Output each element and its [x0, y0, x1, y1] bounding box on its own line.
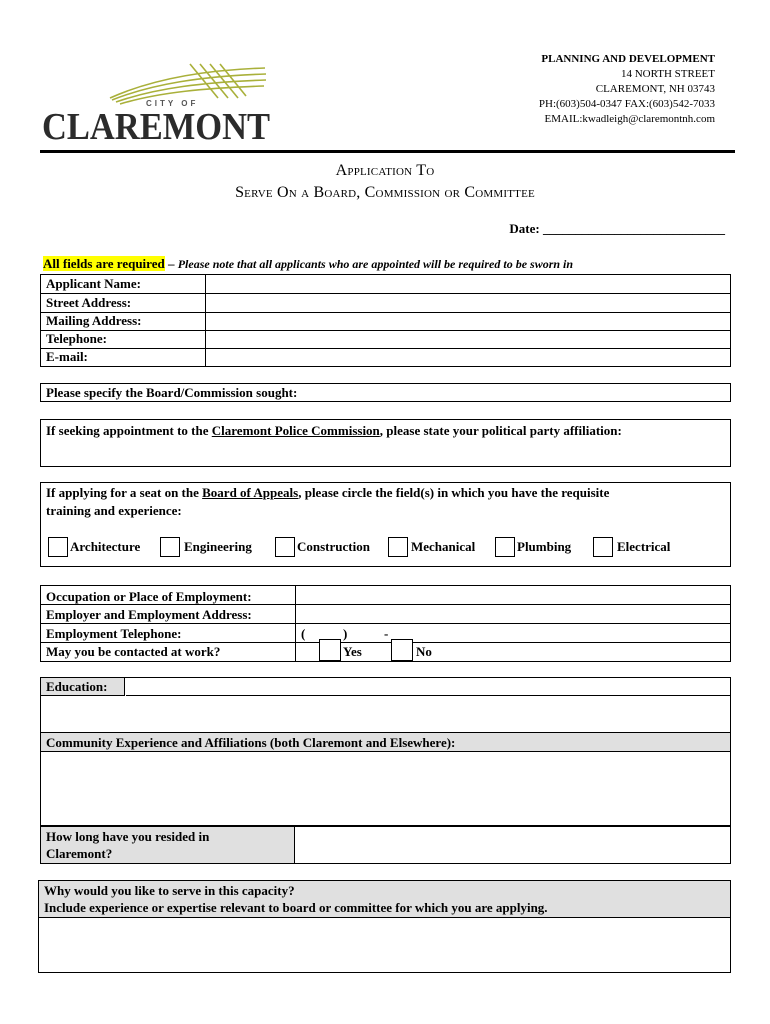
plumbing-option: Plumbing [517, 539, 572, 554]
mechanical-checkbox[interactable] [388, 537, 408, 557]
engineering-option: Engineering [184, 539, 252, 554]
date-field[interactable]: Date: ____________________________ [509, 221, 725, 236]
contact-yes-label: Yes [343, 644, 362, 659]
notice-dash: – [164, 256, 178, 271]
contact-email: EMAIL:kwadleigh@claremontnh.com [544, 113, 715, 125]
residence-section [40, 826, 731, 864]
plumbing-checkbox[interactable] [495, 537, 515, 557]
street-address: 14 NORTH STREET [620, 68, 715, 80]
employer-address-label: Employer and Employment Address: [46, 607, 252, 622]
board-sought-field[interactable] [40, 383, 731, 402]
construction-option: Construction [297, 539, 370, 554]
education-input[interactable] [126, 678, 730, 696]
board-sought-label: Please specify the Board/Commission sought: [46, 385, 298, 400]
residence-label-line1: How long have you resided in [46, 829, 210, 844]
why-serve-section [38, 880, 731, 973]
appeals-question: If applying for a seat on the Board of Appeals, please circle the field(s) in which you have the requisite [46, 485, 610, 500]
contact-no-label: No [416, 644, 432, 659]
education-label: Education: [46, 679, 108, 694]
logo-swoosh-graphic [40, 62, 272, 144]
contact-yes-checkbox[interactable] [319, 639, 341, 661]
electrical-checkbox[interactable] [593, 537, 613, 557]
community-input[interactable] [41, 753, 730, 825]
dept-name: PLANNING AND DEVELOPMENT [541, 53, 715, 65]
architecture-option: Architecture [70, 539, 141, 554]
engineering-checkbox[interactable] [160, 537, 180, 557]
logo-small-text: CITY OF [146, 99, 199, 108]
applicant-info-table [40, 274, 731, 367]
telephone-input[interactable] [206, 331, 730, 348]
police-commission-field[interactable] [40, 419, 731, 467]
employer-address-input[interactable] [296, 605, 730, 623]
phone-close-paren: ) [343, 626, 348, 641]
email-input[interactable] [206, 349, 730, 367]
email-label: E-mail: [46, 349, 88, 364]
mailing-address-input[interactable] [206, 313, 730, 330]
police-commission-label: If seeking appointment to the Claremont Police Commission, please state your political party affiliation: [46, 423, 622, 438]
occupation-label: Occupation or Place of Employment: [46, 589, 252, 604]
applicant-name-input[interactable] [206, 275, 730, 293]
city-logo [40, 62, 272, 144]
why-serve-label-line1: Why would you like to serve in this capacity? [44, 883, 295, 898]
phone-open-paren: ( [301, 626, 306, 641]
residence-input[interactable] [296, 827, 730, 863]
residence-label-line2: Claremont? [46, 846, 113, 861]
logo-name-text: CLAREMONT [42, 106, 270, 144]
community-section [40, 733, 731, 826]
telephone-label: Telephone: [46, 331, 107, 346]
occupation-input[interactable] [296, 586, 730, 604]
construction-checkbox[interactable] [275, 537, 295, 557]
mechanical-option: Mechanical [411, 539, 476, 554]
why-serve-input[interactable] [39, 919, 730, 972]
mailing-address-label: Mailing Address: [46, 313, 142, 328]
required-highlight: All fields are required [43, 256, 165, 271]
street-address-input[interactable] [206, 294, 730, 312]
why-serve-label-line2: Include experience or expertise relevant to board or committee for which you are applying. [44, 900, 548, 915]
header-rule [40, 150, 735, 153]
education-section [40, 677, 731, 733]
phone-fax: PH:(603)504-0347 FAX:(603)542-7033 [538, 98, 715, 110]
city-state-zip: CLAREMONT, NH 03743 [595, 83, 715, 95]
required-notice [43, 256, 573, 272]
street-address-label: Street Address: [46, 295, 132, 310]
board-of-appeals-section [40, 482, 731, 567]
contact-at-work-label: May you be contacted at work? [46, 644, 221, 659]
appeals-question-line2: training and experience: [46, 503, 182, 518]
phone-dash: - [384, 626, 389, 641]
form-title-line1: Application To [335, 162, 435, 179]
sworn-in-note: Please note that all applicants who are appointed will be required to be sworn in [177, 257, 574, 271]
architecture-checkbox[interactable] [48, 537, 68, 557]
contact-no-checkbox[interactable] [391, 639, 413, 661]
community-label: Community Experience and Affiliations (both Claremont and Elsewhere): [46, 735, 456, 750]
form-title-line2: Serve On a Board, Commission or Committee [235, 184, 535, 201]
electrical-option: Electrical [617, 539, 671, 554]
applicant-name-label: Applicant Name: [46, 276, 141, 291]
employment-table [40, 585, 731, 662]
employment-telephone-label: Employment Telephone: [46, 626, 182, 641]
education-details-input[interactable] [41, 697, 730, 732]
